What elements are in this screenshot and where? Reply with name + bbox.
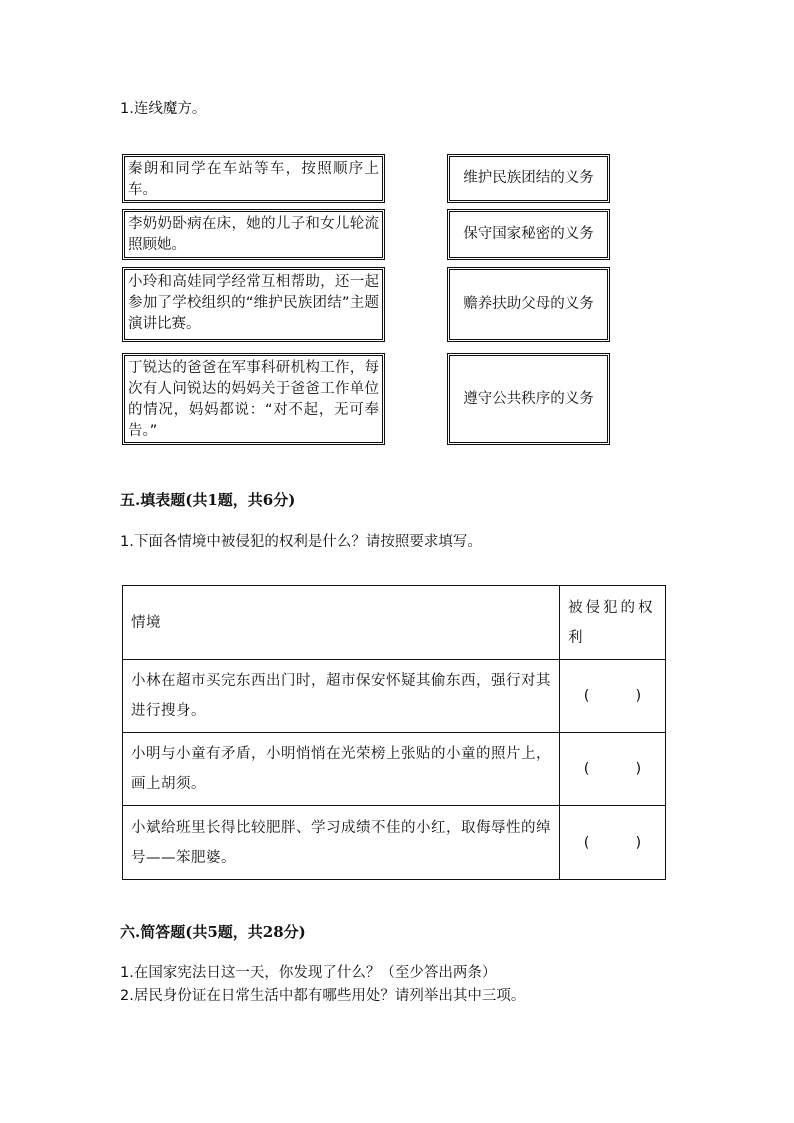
- table-header-row: [123, 586, 666, 660]
- answer-parentheses: ( ): [583, 761, 642, 777]
- matching-right-text: 保守国家秘密的义务: [449, 211, 608, 258]
- scenario-cell: 小明与小童有矛盾，小明悄悄在光荣榜上张贴的小童的照片上，画上胡须。: [123, 733, 560, 806]
- scenario-cell: 小林在超市买完东西出门时，超市保安怀疑其偷东西，强行对其进行搜身。: [123, 660, 560, 733]
- answer-blank[interactable]: [560, 733, 666, 806]
- table-header-cell: 被侵犯的权利: [560, 586, 666, 660]
- matching-right-text: 赡养扶助父母的义务: [449, 269, 608, 340]
- matching-right-box[interactable]: [447, 154, 610, 203]
- answer-parentheses: ( ): [583, 688, 642, 704]
- fill-table-question: 1.下面各情境中被侵犯的权利是什么？请按照要求填写。: [120, 534, 482, 550]
- matching-left-box[interactable]: [122, 353, 385, 445]
- matching-right-text: 遵守公共秩序的义务: [449, 355, 608, 443]
- section-title: 五.填表题(共1题，共6分): [120, 491, 296, 509]
- table-header-cell: 情境: [123, 586, 560, 660]
- matching-left-box[interactable]: [122, 209, 385, 260]
- answer-blank[interactable]: [560, 660, 666, 733]
- matching-left-text: 小玲和高娃同学经常互相帮助，还一起参加了学校组织的“维护民族团结”主题演讲比赛。: [124, 269, 383, 340]
- matching-left-text: 秦朗和同学在车站等车，按照顺序上车。: [124, 156, 383, 201]
- matching-question: 1.连线魔方。: [120, 101, 207, 117]
- matching-right-box[interactable]: [447, 209, 610, 260]
- table-row: [123, 660, 666, 733]
- answer-blank[interactable]: [560, 806, 666, 880]
- matching-left-text: 李奶奶卧病在床，她的儿子和女儿轮流照顾她。: [124, 211, 383, 258]
- matching-right-box[interactable]: [447, 267, 610, 342]
- matching-left-text: 丁锐达的爸爸在军事科研机构工作，每次有人问锐达的妈妈关于爸爸工作单位的情况，妈妈都说：“对不起，无可奉告。”: [124, 355, 383, 443]
- matching-right-text: 维护民族团结的义务: [449, 156, 608, 201]
- section-title: 六.简答题(共5题，共28分): [120, 923, 306, 941]
- short-answer-question: 1.在国家宪法日这一天，你发现了什么？（至少答出两条）: [120, 965, 497, 981]
- matching-right-box[interactable]: [447, 353, 610, 445]
- table-row: [123, 806, 666, 880]
- matching-left-box[interactable]: [122, 267, 385, 342]
- matching-left-box[interactable]: [122, 154, 385, 203]
- answer-parentheses: ( ): [583, 834, 642, 851]
- scenario-cell: 小斌给班里长得比较肥胖、学习成绩不佳的小红，取侮辱性的绰号——笨肥婆。: [123, 806, 560, 880]
- short-answer-question: 2.居民身份证在日常生活中都有哪些用处？请列举出其中三项。: [120, 988, 526, 1004]
- table-row: [123, 733, 666, 806]
- fill-table: [122, 585, 666, 880]
